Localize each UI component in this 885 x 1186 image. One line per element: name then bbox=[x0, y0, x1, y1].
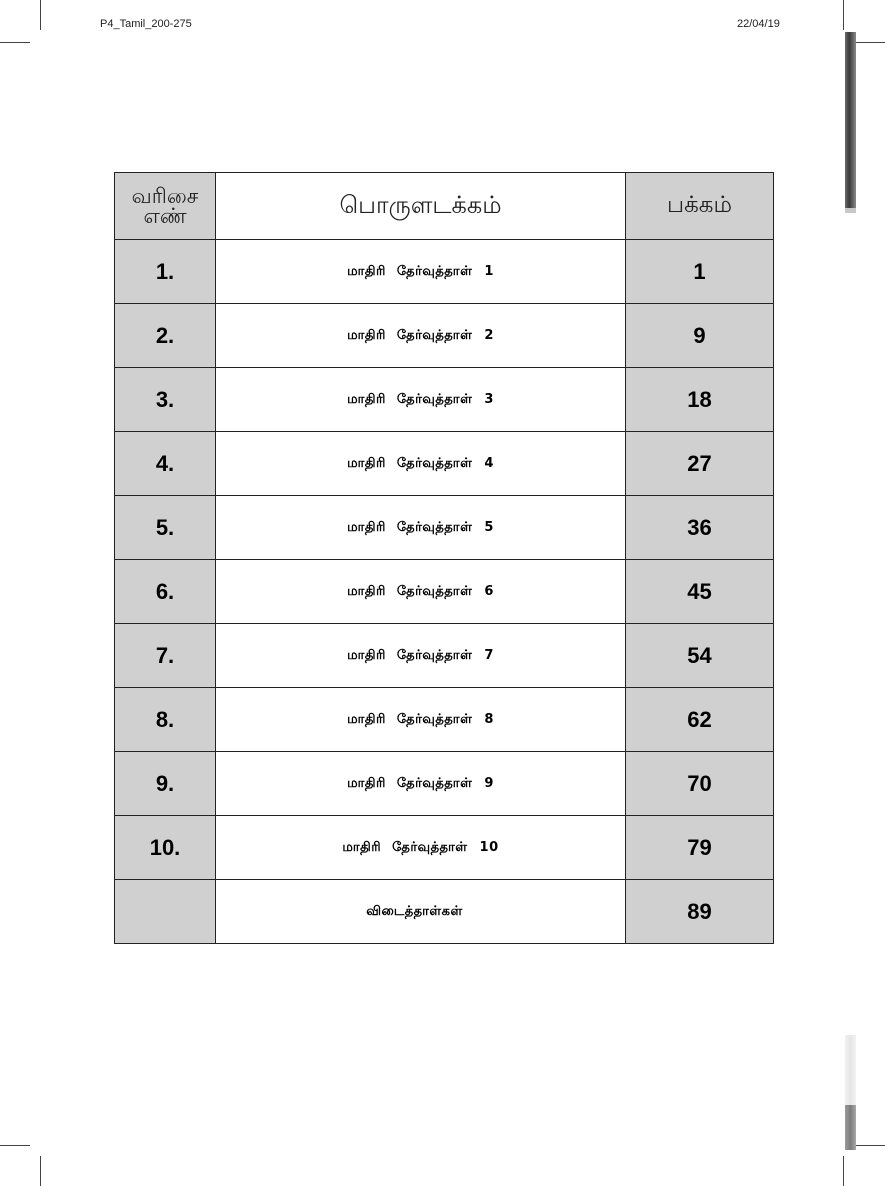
crop-mark bbox=[843, 0, 844, 30]
page-cell: 27 bbox=[626, 432, 774, 496]
title-cell[interactable] bbox=[216, 496, 626, 560]
table-row bbox=[115, 880, 774, 944]
title-text: மாதிரி தேர்வுத்தாள் bbox=[347, 647, 473, 663]
header-page-label: பக்கம் bbox=[666, 191, 733, 218]
title-number: 6 bbox=[484, 583, 494, 599]
title-text: மாதிரி தேர்வுத்தாள் bbox=[347, 391, 473, 407]
edge-color-bar bbox=[845, 32, 856, 208]
crop-mark bbox=[0, 1145, 30, 1146]
serial-cell: 5. bbox=[115, 496, 216, 560]
page-cell: 18 bbox=[626, 368, 774, 432]
table-row bbox=[115, 368, 774, 432]
table-row bbox=[115, 688, 774, 752]
title-number: 8 bbox=[484, 711, 494, 727]
table-row bbox=[115, 624, 774, 688]
title-cell[interactable] bbox=[216, 688, 626, 752]
table-row bbox=[115, 496, 774, 560]
serial-cell: 8. bbox=[115, 688, 216, 752]
crop-mark bbox=[855, 1145, 885, 1146]
slug-date: 22/04/19 bbox=[737, 18, 780, 30]
page-cell: 9 bbox=[626, 304, 774, 368]
title-cell[interactable] bbox=[216, 816, 626, 880]
slug-filename: P4_Tamil_200-275 bbox=[100, 18, 192, 30]
title-text: மாதிரி தேர்வுத்தாள் bbox=[347, 583, 473, 599]
title-number: 2 bbox=[484, 327, 494, 343]
table-row bbox=[115, 560, 774, 624]
crop-mark bbox=[855, 42, 885, 43]
header-serial-line2: எண் bbox=[143, 204, 187, 228]
table-row bbox=[115, 752, 774, 816]
crop-mark bbox=[0, 42, 30, 43]
title-number: 5 bbox=[484, 519, 494, 535]
title-cell[interactable] bbox=[216, 624, 626, 688]
title-cell[interactable] bbox=[216, 368, 626, 432]
edge-color-bar bbox=[845, 1035, 856, 1105]
title-cell[interactable] bbox=[216, 560, 626, 624]
title-cell[interactable] bbox=[216, 752, 626, 816]
title-number: 4 bbox=[484, 455, 494, 471]
serial-cell: 10. bbox=[115, 816, 216, 880]
page-cell: 70 bbox=[626, 752, 774, 816]
serial-cell: 2. bbox=[115, 304, 216, 368]
header-serial-line1: வரிசை bbox=[131, 184, 199, 208]
title-text: மாதிரி தேர்வுத்தாள் bbox=[347, 327, 473, 343]
title-cell[interactable] bbox=[216, 880, 626, 944]
crop-mark bbox=[40, 0, 41, 30]
title-number: 9 bbox=[484, 775, 494, 791]
header-contents bbox=[216, 173, 626, 240]
title-number: 1 bbox=[484, 263, 494, 279]
table-row bbox=[115, 816, 774, 880]
crop-mark bbox=[40, 1156, 41, 1186]
contents-table bbox=[114, 172, 774, 944]
title-cell[interactable] bbox=[216, 432, 626, 496]
edge-color-bar bbox=[845, 1105, 856, 1150]
page-cell: 89 bbox=[626, 880, 774, 944]
serial-cell: 3. bbox=[115, 368, 216, 432]
page-cell: 45 bbox=[626, 560, 774, 624]
serial-cell bbox=[115, 880, 216, 944]
header-contents-label: பொருளடக்கம் bbox=[339, 190, 502, 219]
table-header-row bbox=[115, 173, 774, 240]
table-row bbox=[115, 432, 774, 496]
serial-cell: 7. bbox=[115, 624, 216, 688]
header-serial bbox=[115, 173, 216, 240]
header-page bbox=[626, 173, 774, 240]
page-cell: 1 bbox=[626, 240, 774, 304]
serial-cell: 9. bbox=[115, 752, 216, 816]
serial-cell: 4. bbox=[115, 432, 216, 496]
page-cell: 54 bbox=[626, 624, 774, 688]
title-text: மாதிரி தேர்வுத்தாள் bbox=[347, 455, 473, 471]
table-row bbox=[115, 240, 774, 304]
title-text: மாதிரி தேர்வுத்தாள் bbox=[347, 711, 473, 727]
page-cell: 36 bbox=[626, 496, 774, 560]
page-cell: 62 bbox=[626, 688, 774, 752]
title-text: மாதிரி தேர்வுத்தாள் bbox=[347, 775, 473, 791]
page-cell: 79 bbox=[626, 816, 774, 880]
crop-mark bbox=[843, 1156, 844, 1186]
serial-cell: 1. bbox=[115, 240, 216, 304]
title-cell[interactable] bbox=[216, 304, 626, 368]
title-number: 10 bbox=[479, 839, 499, 855]
title-text: மாதிரி தேர்வுத்தாள் bbox=[342, 839, 468, 855]
title-text: மாதிரி தேர்வுத்தாள் bbox=[347, 263, 473, 279]
table-row bbox=[115, 304, 774, 368]
edge-color-bar bbox=[845, 208, 856, 213]
serial-cell: 6. bbox=[115, 560, 216, 624]
title-number: 3 bbox=[484, 391, 494, 407]
title-text: மாதிரி தேர்வுத்தாள் bbox=[347, 519, 473, 535]
title-number: 7 bbox=[484, 647, 494, 663]
title-cell[interactable] bbox=[216, 240, 626, 304]
title-text: விடைத்தாள்கள் bbox=[366, 903, 463, 919]
